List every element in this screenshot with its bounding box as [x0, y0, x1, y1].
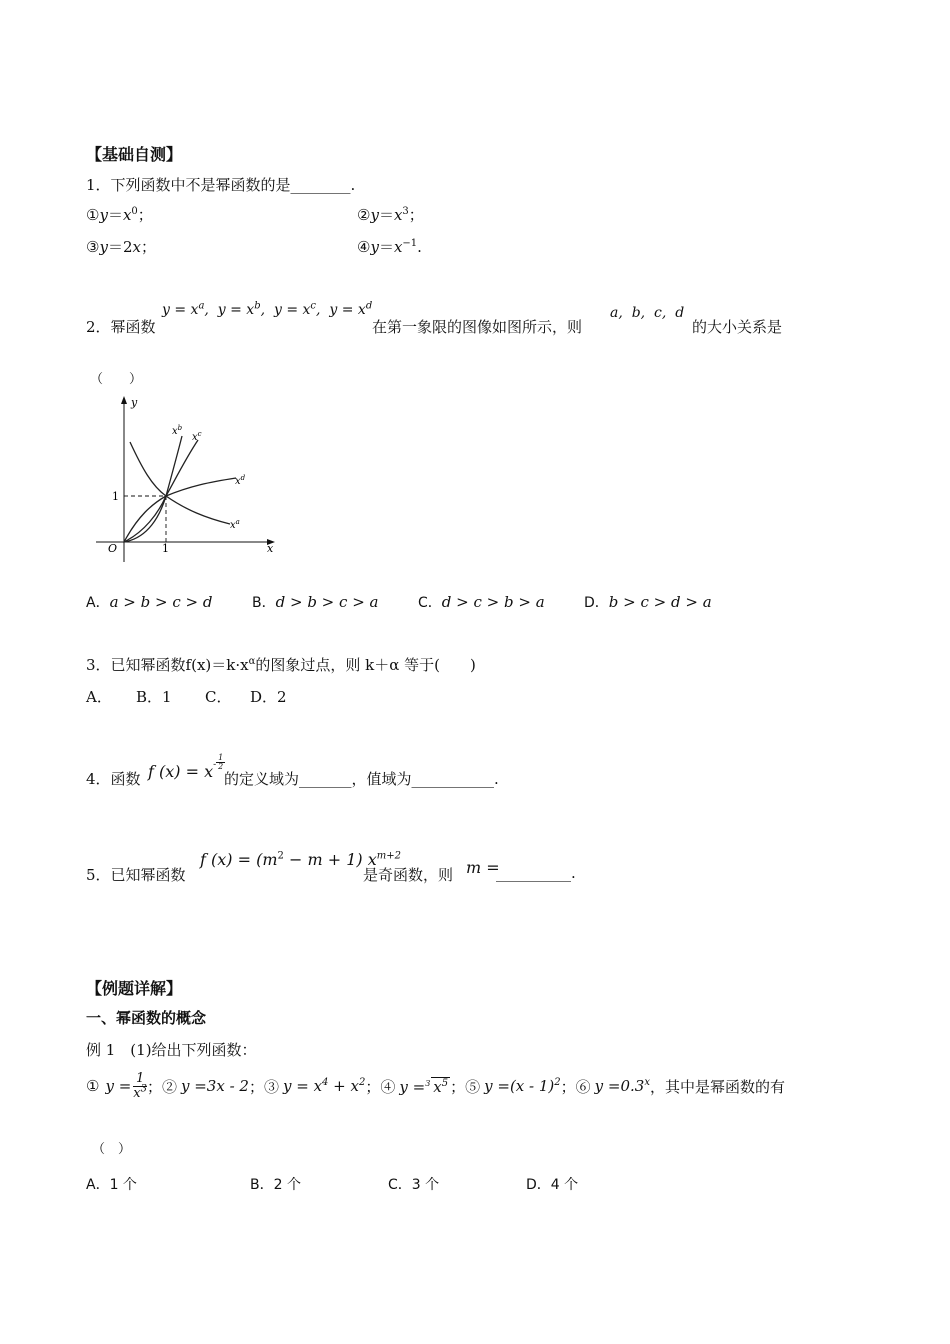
y-axis-label: y [131, 396, 138, 409]
q4-suffix: 的定义域为_______，值域为___________. [224, 770, 499, 788]
power-function-graph [86, 392, 286, 572]
example1-functions: ① y = $\frac{1}{x^3}$ ；② y =3x - 2 ；③ $y = x^4 + x^2$ ；④ y =$^3$ $x^5$ ；⑤ y =(x - 1)$^2$ ；⑥ $y =0.3^x$ ，其中是幂函数的有 [86, 1071, 785, 1101]
q1-stem: 1．下列函数中不是幂函数的是________. [86, 176, 356, 194]
q2-suffix: 的大小关系是 [692, 318, 783, 336]
x-axis-label: x [267, 542, 274, 555]
q2-variables: a, b, c, d [610, 305, 685, 321]
q3-stem: 3．已知幂函数$f(x)=k\cdot x^\alpha$的图象过点，则 k＋α 等于( ) [86, 656, 476, 674]
q2-functions: $y = x^a$, $y = x^b$, $y = x^c$, $y = x^d$ [162, 300, 373, 318]
q3-choice-a[interactable]: A． [86, 688, 112, 706]
q4-prefix: 4．函数 [86, 770, 141, 788]
curve-xb [124, 436, 182, 542]
example1-tail: ，其中是幂函数的有 [649, 1077, 785, 1096]
origin-label: O [108, 542, 118, 555]
q3-choice-b[interactable]: B．1 [136, 688, 172, 706]
label-xb: $x^b$ [172, 424, 183, 437]
example1-paren: （ ） [92, 1142, 132, 1157]
q2-choice-d[interactable]: D．b > c > d > a [584, 593, 712, 611]
example1-choice-d[interactable]: D．4 个 [526, 1177, 579, 1193]
example1-choice-c[interactable]: C．3 个 [388, 1177, 440, 1193]
section-heading-basic-test: 【基础自测】 [86, 145, 183, 164]
section-heading-examples: 【例题详解】 [86, 979, 183, 998]
q5-suffix: 是奇函数，则 [363, 866, 454, 884]
y-axis-arrow [121, 396, 127, 404]
q2-paren: （ ） [90, 372, 143, 387]
subsection-heading: 一、幂函数的概念 [86, 1009, 207, 1027]
q1-option-3: ③y＝2x； [86, 238, 156, 256]
q3-choice-c[interactable]: C． [205, 688, 232, 706]
q5-prefix: 5．已知幂函数 [86, 866, 186, 884]
q2-prefix: 2．幂函数 [86, 318, 156, 336]
q2-choice-c[interactable]: C．d > c > b > a [418, 593, 545, 611]
label-xa: $x^a$ [230, 518, 240, 531]
q1-option-2: $②y=x^3$； [357, 206, 424, 224]
label-xc: $x^c$ [192, 430, 202, 443]
q5-variable: m = [466, 858, 500, 877]
curve-xd [124, 478, 236, 542]
q2-middle: 在第一象限的图像如图所示，则 [372, 318, 583, 336]
example1-stem: 例 1 (1)给出下列函数： [86, 1041, 257, 1059]
q5-function: f $(x) = (m^2 - m + 1)$ $x^{m+2}$ [200, 850, 401, 869]
q1-option-1: $①y=x^0$； [86, 206, 153, 224]
q5-blank: __________. [496, 864, 576, 882]
example1-choice-a[interactable]: A．1 个 [86, 1177, 137, 1193]
y-tick-1: 1 [112, 490, 119, 503]
curve-xc [124, 440, 198, 542]
q3-choice-d[interactable]: D．2 [250, 688, 287, 706]
q1-option-4: $④y=x^{-1}$. [357, 238, 422, 256]
q2-choice-b[interactable]: B．d > b > c > a [252, 593, 379, 611]
label-xd: $x^d$ [235, 474, 246, 487]
q4-function: f (x) = x- $\frac{1}{2}$ [148, 752, 224, 781]
x-tick-1: 1 [162, 542, 169, 555]
example1-choice-b[interactable]: B．2 个 [250, 1177, 301, 1193]
q2-choice-a[interactable]: A．a > b > c > d [86, 593, 213, 611]
